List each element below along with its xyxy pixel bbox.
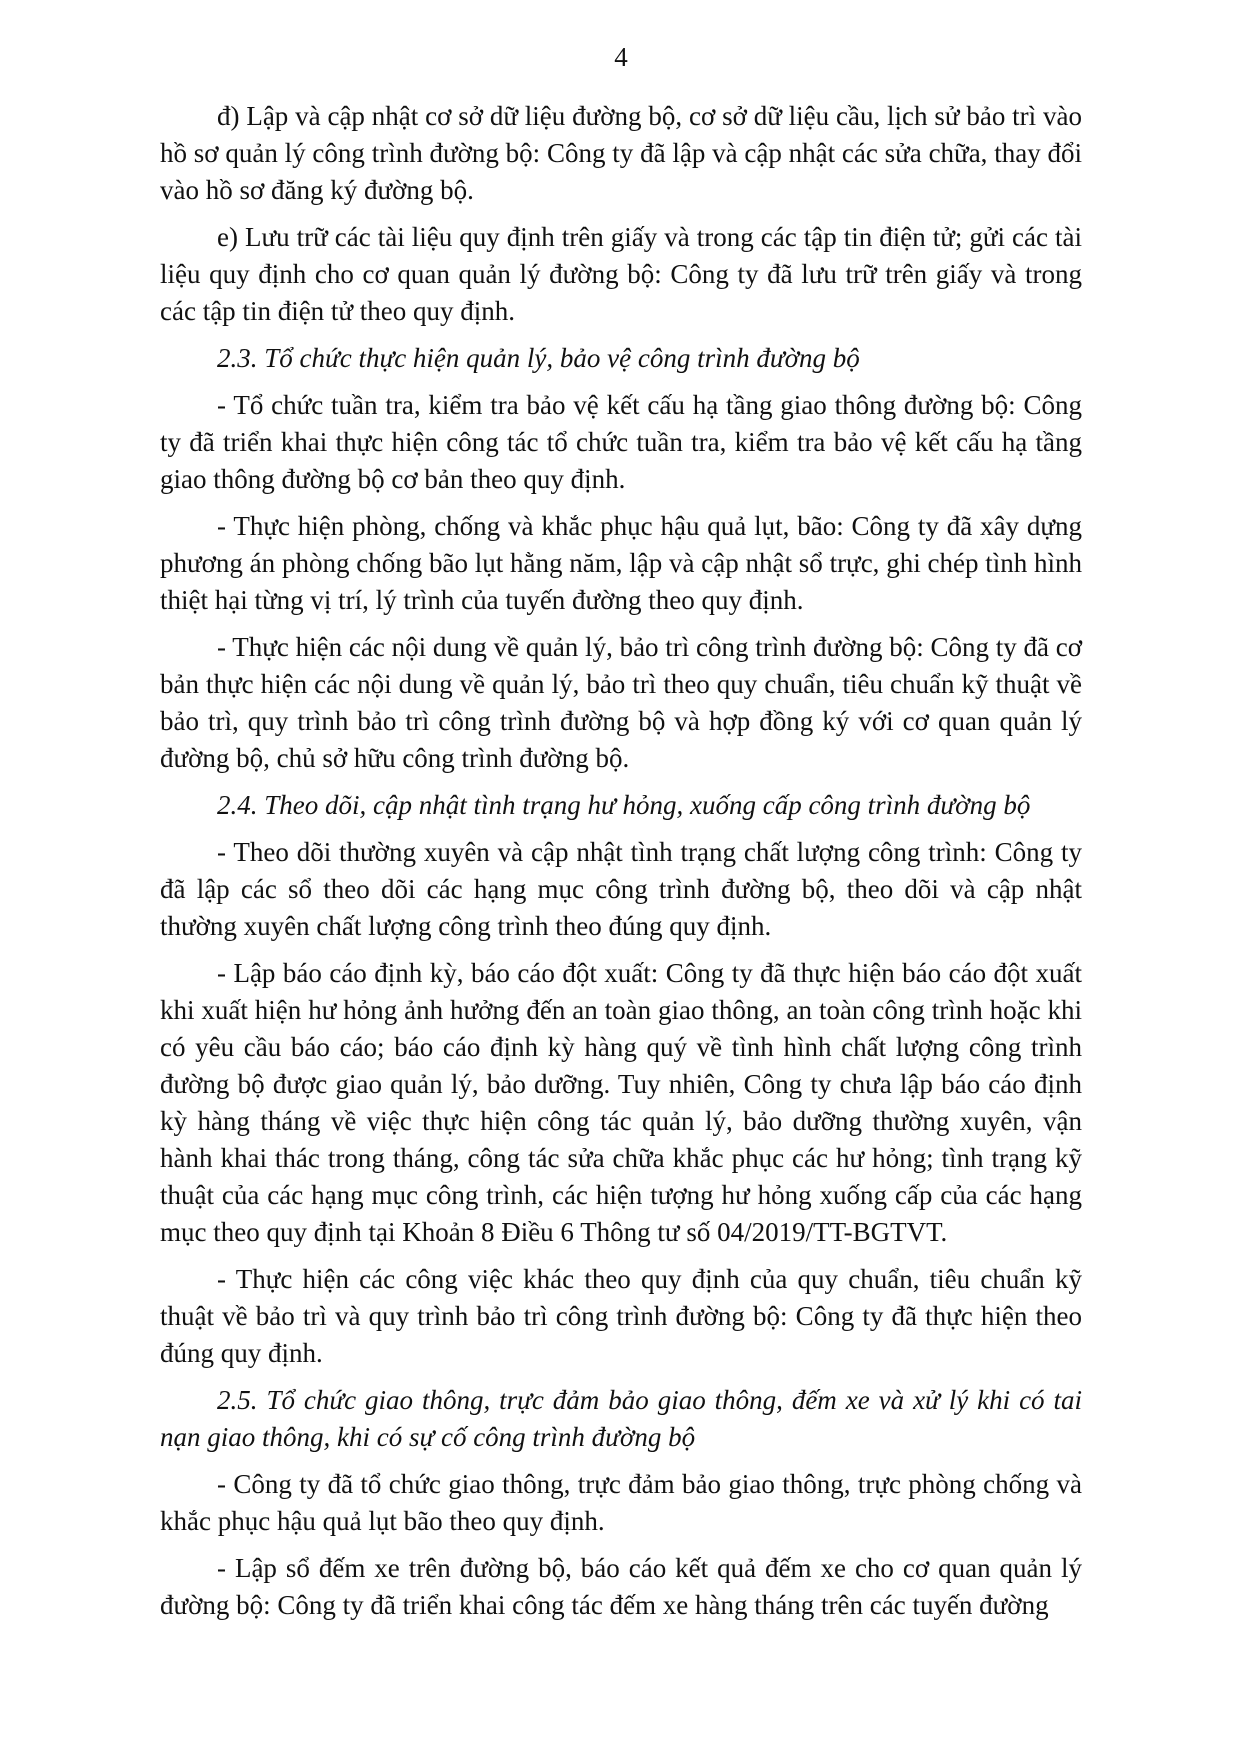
paragraph-maintenance-contents: - Thực hiện các nội dung về quản lý, bảo trì công trình đường bộ: Công ty đã cơ bản thực hiện các nội dung về quản lý, bảo trì theo quy chuẩn, tiêu chuẩn kỹ thuật về bảo trì, quy trình bảo trì công trình đường bộ và hợp đồng ký với cơ quan quản lý đường bộ, chủ sở hữu công trình đường bộ.	[160, 632, 1082, 773]
section-heading-2-4: 2.4. Theo dõi, cập nhật tình trạng hư hỏng, xuống cấp công trình đường bộ	[217, 790, 1031, 820]
page-number: 4	[614, 42, 628, 72]
section-heading-2-5: 2.5. Tổ chức giao thông, trực đảm bảo giao thông, đếm xe và xử lý khi có tai nạn giao thông, khi có sự cố công trình đường bộ	[160, 1385, 1082, 1452]
paragraph-flood-storm: - Thực hiện phòng, chống và khắc phục hậu quả lụt, bão: Công ty đã xây dựng phương án phòng chống bão lụt hằng năm, lập và cập nhật sổ trực, ghi chép tình hình thiệt hại từng vị trí, lý trình của tuyến đường theo quy định.	[160, 511, 1082, 615]
paragraph-quality-monitoring: - Theo dõi thường xuyên và cập nhật tình trạng chất lượng công trình: Công ty đã lập các sổ theo dõi các hạng mục công trình đường bộ, theo dõi và cập nhật thường xuyên chất lượng công trình theo đúng quy định.	[160, 837, 1082, 941]
paragraph-other-tasks: - Thực hiện các công việc khác theo quy định của quy chuẩn, tiêu chuẩn kỹ thuật về bảo trì và quy trình bảo trì công trình đường bộ: Công ty đã thực hiện theo đúng quy định.	[160, 1264, 1082, 1368]
paragraph-periodic-reports: - Lập báo cáo định kỳ, báo cáo đột xuất: Công ty đã thực hiện báo cáo đột xuất khi xuất hiện hư hỏng ảnh hưởng đến an toàn giao thông, an toàn công trình hoặc khi có yêu cầu báo cáo; báo cáo định kỳ hàng quý về tình hình chất lượng công trình đường bộ được giao quản lý, bảo dưỡng. Tuy nhiên, Công ty chưa lập báo cáo định kỳ hàng tháng về việc thực hiện công tác quản lý, bảo dưỡng thường xuyên, vận hành khai thác trong tháng, công tác sửa chữa khắc phục các hư hỏng; tình trạng kỹ thuật của các hạng mục công trình, các hiện tượng hư hỏng xuống cấp của các hạng mục theo quy định tại Khoản 8 Điều 6 Thông tư số 04/2019/TT-BGTVT.	[160, 958, 1082, 1247]
section-heading-2-3: 2.3. Tổ chức thực hiện quản lý, bảo vệ công trình đường bộ	[217, 343, 860, 373]
paragraph-traffic-organization: - Công ty đã tổ chức giao thông, trực đảm bảo giao thông, trực phòng chống và khắc phục hậu quả lụt bão theo quy định.	[160, 1469, 1082, 1536]
paragraph-patrol: - Tổ chức tuần tra, kiểm tra bảo vệ kết cấu hạ tầng giao thông đường bộ: Công ty đã triển khai thực hiện công tác tổ chức tuần tra, kiểm tra bảo vệ kết cấu hạ tầng giao thông đường bộ cơ bản theo quy định.	[160, 390, 1082, 494]
paragraph-e-archive: e) Lưu trữ các tài liệu quy định trên giấy và trong các tập tin điện tử; gửi các tài liệu quy định cho cơ quan quản lý đường bộ: Công ty đã lưu trữ trên giấy và trong các tập tin điện tử theo quy định.	[160, 222, 1082, 326]
paragraph-vehicle-counting: - Lập sổ đếm xe trên đường bộ, báo cáo kết quả đếm xe cho cơ quan quản lý đường bộ: Công ty đã triển khai công tác đếm xe hàng tháng trên các tuyến đường	[160, 1553, 1082, 1620]
paragraph-d-database: đ) Lập và cập nhật cơ sở dữ liệu đường bộ, cơ sở dữ liệu cầu, lịch sử bảo trì vào hồ sơ quản lý công trình đường bộ: Công ty đã lập và cập nhật các sửa chữa, thay đổi vào hồ sơ đăng ký đường bộ.	[160, 101, 1082, 205]
document-body	[160, 98, 1082, 1624]
